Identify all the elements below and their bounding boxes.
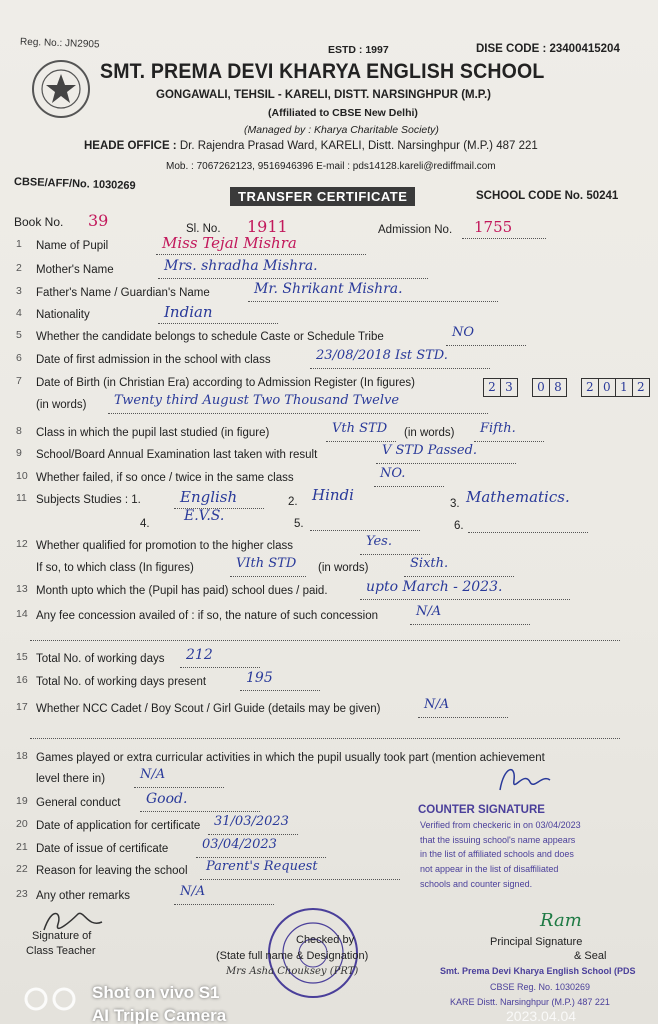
- principal-stamp-1: Smt. Prema Devi Kharya English School (PDS: [440, 966, 636, 976]
- head-office-label: HEADE OFFICE :: [84, 140, 177, 152]
- row-label: Mother's Name: [36, 264, 114, 276]
- sl-no-label: Sl. No.: [186, 223, 221, 235]
- row-label: Reason for leaving the school: [36, 865, 188, 877]
- counter-signature-scribble: [494, 760, 554, 800]
- principal-seal-label: & Seal: [574, 950, 607, 962]
- dob-boxes: [483, 378, 649, 397]
- row-label: Whether qualified for promotion to the higher class: [36, 540, 293, 552]
- camera-watermark-line-1: Shot on vivo S1: [92, 983, 220, 1002]
- reg-no: Reg. No.: JN2905: [19, 36, 100, 51]
- school-name: SMT. PREMA DEVI KHARYA ENGLISH SCHOOL: [100, 60, 545, 83]
- row-label: Nationality: [36, 309, 90, 321]
- school-logo-icon: [34, 62, 88, 116]
- row-number: 22: [16, 863, 28, 875]
- row-value: Good.: [146, 791, 188, 807]
- checked-by-name: Mrs Asha Chouksey (PRT): [226, 966, 359, 977]
- row-value: Vth STD: [332, 421, 388, 436]
- estd: ESTD : 1997: [328, 44, 389, 56]
- row-label: Total No. of working days present: [36, 676, 207, 688]
- row-label: General conduct: [36, 797, 121, 809]
- row-label: Any fee concession availed of : if so, the nature of such concession: [36, 610, 379, 622]
- row-label: (in words): [36, 399, 87, 411]
- row-number: 8: [16, 425, 22, 437]
- certificate-title: TRANSFER CERTIFICATE: [230, 187, 415, 206]
- counter-line-4: not appear in the list of disaffiliated: [420, 864, 559, 874]
- row-number: 21: [16, 841, 28, 853]
- row-label: If so, to which class (In figures): [36, 562, 194, 574]
- row-value: N/A: [180, 884, 206, 899]
- row-value: upto March - 2023.: [366, 579, 503, 595]
- row-number: 7: [16, 375, 22, 387]
- row-label: Date of issue of certificate: [36, 843, 169, 855]
- dob-digit: 2: [632, 378, 650, 397]
- row-label: Subjects Studies : 1.: [36, 494, 141, 506]
- row-number: 3: [16, 285, 22, 297]
- row-label: Any other remarks: [36, 890, 130, 902]
- subject-2: Hindi: [312, 486, 354, 504]
- subject-5-label: 5.: [294, 518, 304, 530]
- row-value: N/A: [424, 697, 450, 712]
- row-value: N/A: [416, 604, 442, 619]
- dob-digit: 1: [615, 378, 633, 397]
- row-number: 1: [16, 238, 22, 250]
- camera-watermark-line-2: AI Triple Camera: [92, 1006, 227, 1024]
- row-label: Date of Birth (in Christian Era) according to Admission Register (In figures): [36, 377, 416, 389]
- subject-4: E.V.S.: [184, 508, 225, 524]
- row-value: NO: [452, 325, 475, 340]
- principal-stamp-3: KARE Distt. Narsinghpur (M.P.) 487 221: [450, 997, 610, 1007]
- row-label: School/Board Annual Examination last taken with result: [36, 449, 318, 461]
- sl-no-value: 1911: [247, 217, 288, 236]
- school-code: SCHOOL CODE No. 50241: [476, 190, 619, 202]
- row-label: Whether NCC Cadet / Boy Scout / Girl Guide (details may be given): [36, 703, 381, 715]
- row-label: level there in): [36, 773, 106, 785]
- row-number: 6: [16, 352, 22, 364]
- row-number: 4: [16, 307, 22, 319]
- row-label: Whether failed, if so once / twice in the same class: [36, 472, 294, 484]
- vivo-rings-icon: [22, 984, 82, 1014]
- class-teacher-label: Signature of: [32, 930, 92, 942]
- row-label: Class in which the pupil last studied (in figure): [36, 427, 270, 439]
- subject-3-label: 3.: [450, 498, 460, 510]
- row-value: VIth STD: [236, 556, 297, 571]
- book-no-value: 39: [88, 211, 109, 230]
- row-number: 9: [16, 447, 22, 459]
- admission-no-label: Admission No.: [378, 224, 453, 236]
- admission-no-value: 1755: [474, 218, 513, 236]
- dob-digit: 2: [581, 378, 599, 397]
- camera-date: 2023.04.04: [506, 1008, 577, 1024]
- row-number: 14: [16, 608, 28, 620]
- row-label: Games played or extra curricular activities in which the pupil usually took part (mention achievement: [36, 752, 545, 764]
- row-number: 23: [16, 888, 28, 900]
- row-number: 11: [16, 492, 27, 504]
- counter-line-5: schools and counter signed.: [420, 879, 533, 889]
- row-value: Indian: [164, 303, 213, 321]
- counter-signature-title: COUNTER SIGNATURE: [418, 804, 545, 816]
- row-number: 17: [16, 701, 28, 713]
- class-teacher-label-2: Class Teacher: [26, 945, 96, 957]
- row-number: 15: [16, 651, 28, 663]
- row-value: 31/03/2023: [214, 814, 289, 829]
- row-number: 18: [16, 750, 28, 762]
- row-value: Mr. Shrikant Mishra.: [254, 281, 403, 297]
- principal-handwritten: Ram: [540, 910, 582, 931]
- row-label: Father's Name / Guardian's Name: [36, 287, 210, 299]
- subject-3: Mathematics.: [466, 488, 570, 506]
- row-value: Miss Tejal Mishra: [162, 234, 297, 252]
- affiliation: (Affiliated to CBSE New Delhi): [268, 107, 418, 119]
- row-value: NO.: [380, 466, 406, 481]
- principal-stamp-2: CBSE Reg. No. 1030269: [490, 982, 591, 992]
- row-value: Parent's Request: [206, 859, 318, 874]
- subject-4-label: 4.: [140, 518, 150, 530]
- dob-digit: 0: [532, 378, 550, 397]
- row-number: 5: [16, 329, 22, 341]
- row-number: 2: [16, 262, 22, 274]
- managed-by: (Managed by : Kharya Charitable Society): [244, 124, 439, 136]
- contact: Mob. : 7067262123, 9516946396 E-mail : pds14128.kareli@rediffmail.com: [166, 161, 496, 172]
- row-value: Yes.: [366, 534, 392, 549]
- row-number: 16: [16, 674, 28, 686]
- counter-line-3: in the list of affiliated schools and does: [420, 849, 574, 859]
- dob-digit: 8: [549, 378, 567, 397]
- row-number: 20: [16, 818, 28, 830]
- row-label: Date of first admission in the school with class: [36, 354, 271, 366]
- row-value: Mrs. shradha Mishra.: [164, 258, 318, 274]
- row-number: 12: [16, 538, 28, 550]
- row-label: Total No. of working days: [36, 653, 165, 665]
- school-logo: [32, 60, 90, 118]
- counter-line-1: Verified from checkeric in on 03/04/2023: [420, 820, 581, 830]
- row-label-2: (in words): [318, 562, 369, 574]
- row-value: Twenty third August Two Thousand Twelve: [114, 393, 400, 408]
- row-label: Date of application for certificate: [36, 820, 201, 832]
- row-value: N/A: [140, 767, 166, 782]
- dob-digit: 0: [598, 378, 616, 397]
- subject-2-label: 2.: [288, 496, 298, 508]
- checked-by-designation: (State full name & Designation): [216, 950, 369, 962]
- dise-code: DISE CODE : 23400415204: [476, 43, 620, 55]
- book-no-label: Book No.: [14, 215, 64, 229]
- head-office-address: Dr. Rajendra Prasad Ward, KARELI, Distt. Narsinghpur (M.P.) 487 221: [179, 140, 538, 152]
- head-office: [84, 140, 538, 152]
- dob-digit: 2: [483, 378, 501, 397]
- row-label: Name of Pupil: [36, 240, 109, 252]
- row-value-2: Fifth.: [480, 421, 516, 436]
- subject-6-label: 6.: [454, 520, 464, 532]
- row-number: 19: [16, 795, 28, 807]
- row-label: Month upto which the (Pupil has paid) school dues / paid.: [36, 585, 328, 597]
- camera-rings-icon: [22, 984, 82, 1014]
- row-value: V STD Passed.: [382, 443, 478, 458]
- dob-digit: 3: [500, 378, 518, 397]
- row-value: 212: [186, 647, 213, 663]
- row-value: 23/08/2018 Ist STD.: [316, 348, 448, 363]
- cbse-aff-no: CBSE/AFF/No. 1030269: [13, 175, 136, 193]
- row-value-2: Sixth.: [410, 556, 449, 571]
- row-number: 10: [16, 470, 28, 482]
- school-address: GONGAWALI, TEHSIL - KARELI, DISTT. NARSINGHPUR (M.P.): [156, 89, 492, 101]
- row-value: 03/04/2023: [202, 837, 277, 852]
- principal-signature-label: Principal Signature: [490, 936, 583, 948]
- row-label: Whether the candidate belongs to schedule Caste or Schedule Tribe: [36, 331, 384, 343]
- row-number: 13: [16, 583, 28, 595]
- row-value: 195: [246, 670, 273, 686]
- counter-line-2: that the issuing school's name appears: [420, 835, 576, 845]
- row-label-2: (in words): [404, 427, 455, 439]
- checked-by-label: Checked by: [296, 934, 355, 946]
- row-value: English: [180, 488, 238, 506]
